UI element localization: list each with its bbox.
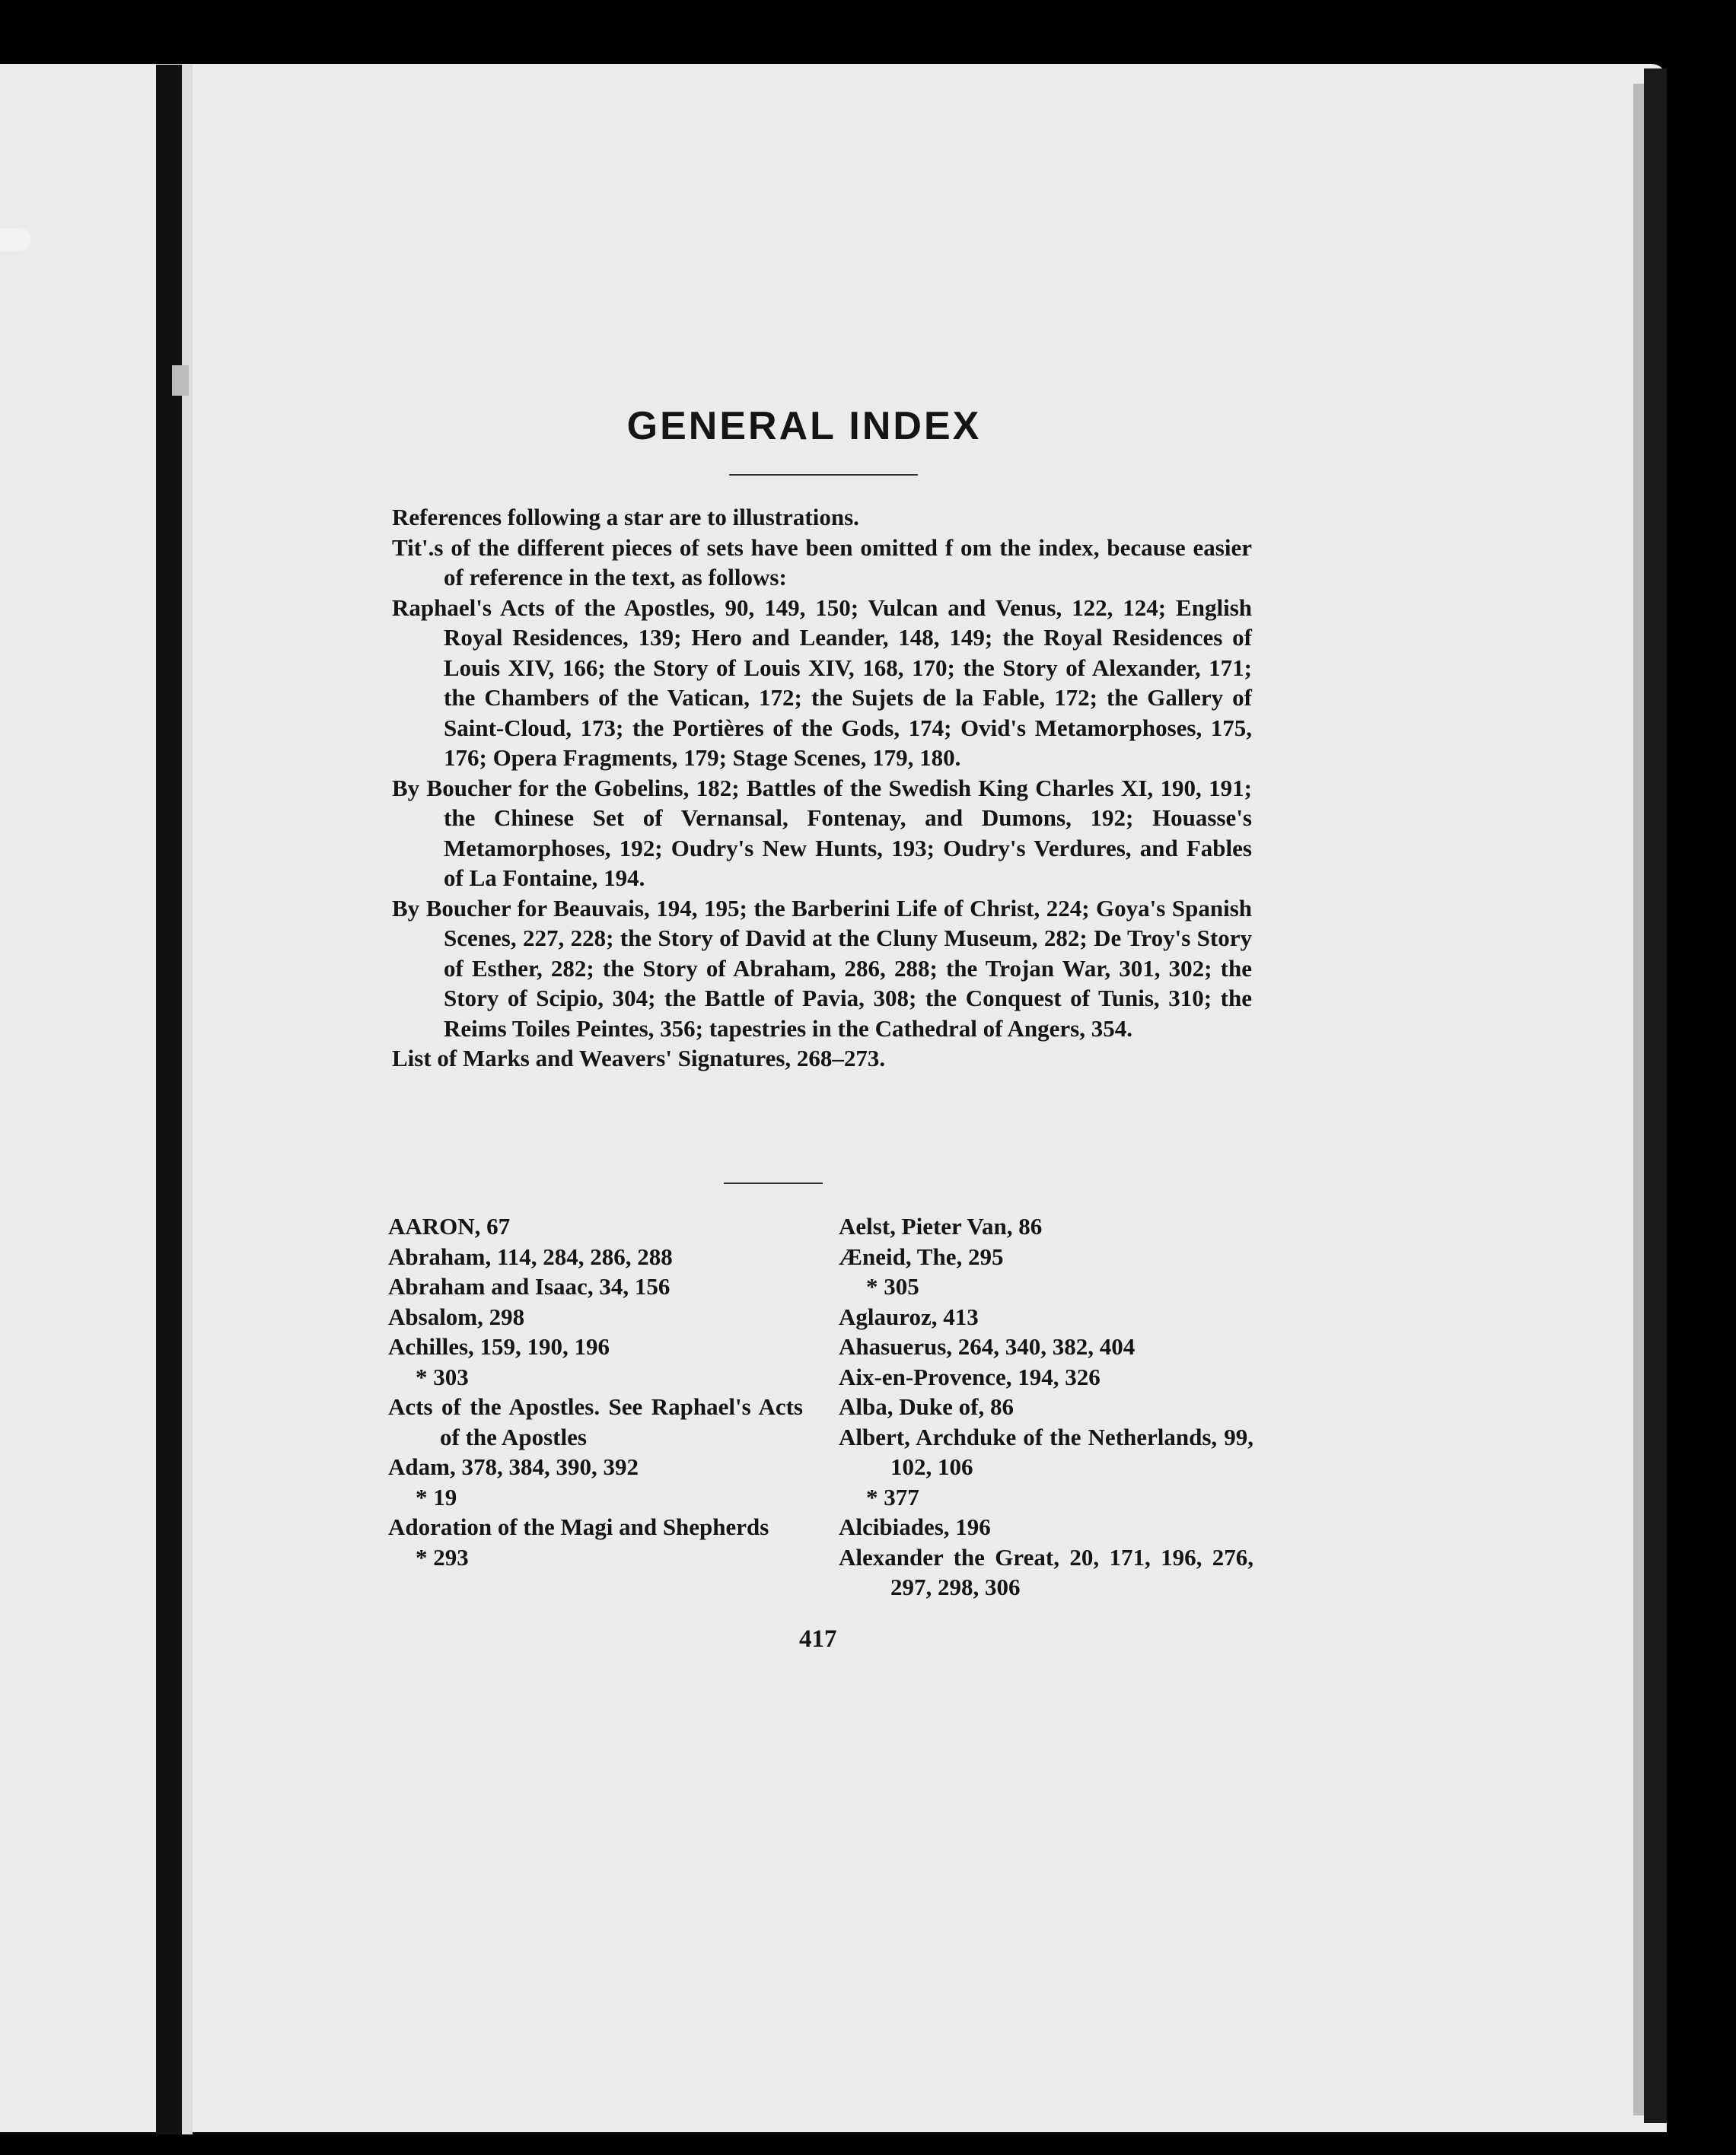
illustration-ref: * 303 bbox=[416, 1363, 469, 1390]
index-column-left bbox=[388, 1211, 803, 1572]
index-entry: Aglauroz, 413 bbox=[839, 1303, 979, 1330]
intro-line: By Boucher for Beauvais, 194, 195; the Barberini Life of Christ, 224; Goya's Spanish Scenes, 227, 228; the Story of David at the Cluny Museum, 282; De Troy's Story of Esther, 282; the Story of Abraham, 286, 288; the Trojan War, 301, 302; the Story of Scipio, 304; the Battle of Pavia, 308; the Conquest of Tunis, 310; the Reims Toiles Peintes, 356; tapestries in the Cathedral of Angers, 354. bbox=[392, 894, 1252, 1042]
index-entry: Alba, Duke of, 86 bbox=[839, 1393, 1014, 1420]
index-entry: Abraham, 114, 284, 286, 288 bbox=[388, 1243, 673, 1270]
intro-line: References following a star are to illustrations. bbox=[392, 504, 859, 530]
illustration-ref: * 293 bbox=[416, 1543, 469, 1571]
intro-line: Raphael's Acts of the Apostles, 90, 149, 150; Vulcan and Venus, 122, 124; English Royal Residences, 139; Hero and Leander, 148, 149; the Royal Residences of Louis XIV, 166; the Story of Louis XIV, 168, 170; the Story of Alexander, 171; the Chambers of the Vatican, 172; the Sujets de la Fable, 172; the Gallery of Saint-Cloud, 173; the Portières of the Gods, 174; Ovid's Metamorphoses, 175, 176; Opera Fragments, 179; Stage Scenes, 179, 180. bbox=[392, 594, 1252, 771]
page-right-shadow bbox=[1644, 68, 1667, 2123]
index-entry: Abraham and Isaac, 34, 156 bbox=[388, 1273, 671, 1300]
index-entry: Aix-en-Provence, 194, 326 bbox=[839, 1363, 1101, 1390]
illustration-ref: * 19 bbox=[416, 1483, 457, 1510]
section-rule bbox=[724, 1183, 823, 1184]
index-column-right bbox=[839, 1211, 1253, 1603]
intro-line: List of Marks and Weavers' Signatures, 268–273. bbox=[392, 1045, 886, 1071]
index-entry: Aelst, Pieter Van, 86 bbox=[839, 1213, 1043, 1240]
index-entry: AARON, 67 bbox=[388, 1213, 511, 1240]
index-entry: Adam, 378, 384, 390, 392 bbox=[388, 1453, 639, 1480]
title-rule bbox=[729, 474, 918, 476]
index-entry: Achilles, 159, 190, 196 bbox=[388, 1333, 610, 1360]
index-entry: Æneid, The, 295 bbox=[839, 1243, 1004, 1270]
intro-line: Tit'.s of the different pieces of sets have been omitted f om the index, because easier of reference in the text, as follows: bbox=[392, 533, 1252, 590]
page-right-edge bbox=[1633, 84, 1644, 2115]
index-entry: Acts of the Apostles. See Raphael's Acts of the Apostles bbox=[388, 1393, 803, 1450]
book-page bbox=[0, 64, 1667, 2132]
page-number: 417 bbox=[799, 1625, 837, 1653]
illustration-ref: * 377 bbox=[866, 1483, 919, 1510]
index-entry: Absalom, 298 bbox=[388, 1303, 525, 1330]
scan-artifact bbox=[0, 228, 30, 251]
scan-artifact bbox=[172, 365, 189, 396]
index-entry: Albert, Archduke of the Netherlands, 99, 102, 106 bbox=[839, 1423, 1253, 1480]
index-intro bbox=[392, 502, 1252, 1074]
page-title: GENERAL INDEX bbox=[626, 404, 982, 448]
illustration-ref: * 305 bbox=[866, 1273, 919, 1300]
index-entry: Alexander the Great, 20, 171, 196, 276, 297, 298, 306 bbox=[839, 1543, 1253, 1600]
index-entry: Adoration of the Magi and Shepherds bbox=[388, 1514, 769, 1540]
index-entry: Ahasuerus, 264, 340, 382, 404 bbox=[839, 1333, 1136, 1360]
intro-line: By Boucher for the Gobelins, 182; Battles of the Swedish King Charles XI, 190, 191; the Chinese Set of Vernansal, Fontenay, and Dumons, 192; Houasse's Metamorphoses, 192; Oudry's New Hunts, 193; Oudry's Verdures, and Fables of La Fontaine, 194. bbox=[392, 774, 1252, 891]
index-entry: Alcibiades, 196 bbox=[839, 1514, 991, 1540]
